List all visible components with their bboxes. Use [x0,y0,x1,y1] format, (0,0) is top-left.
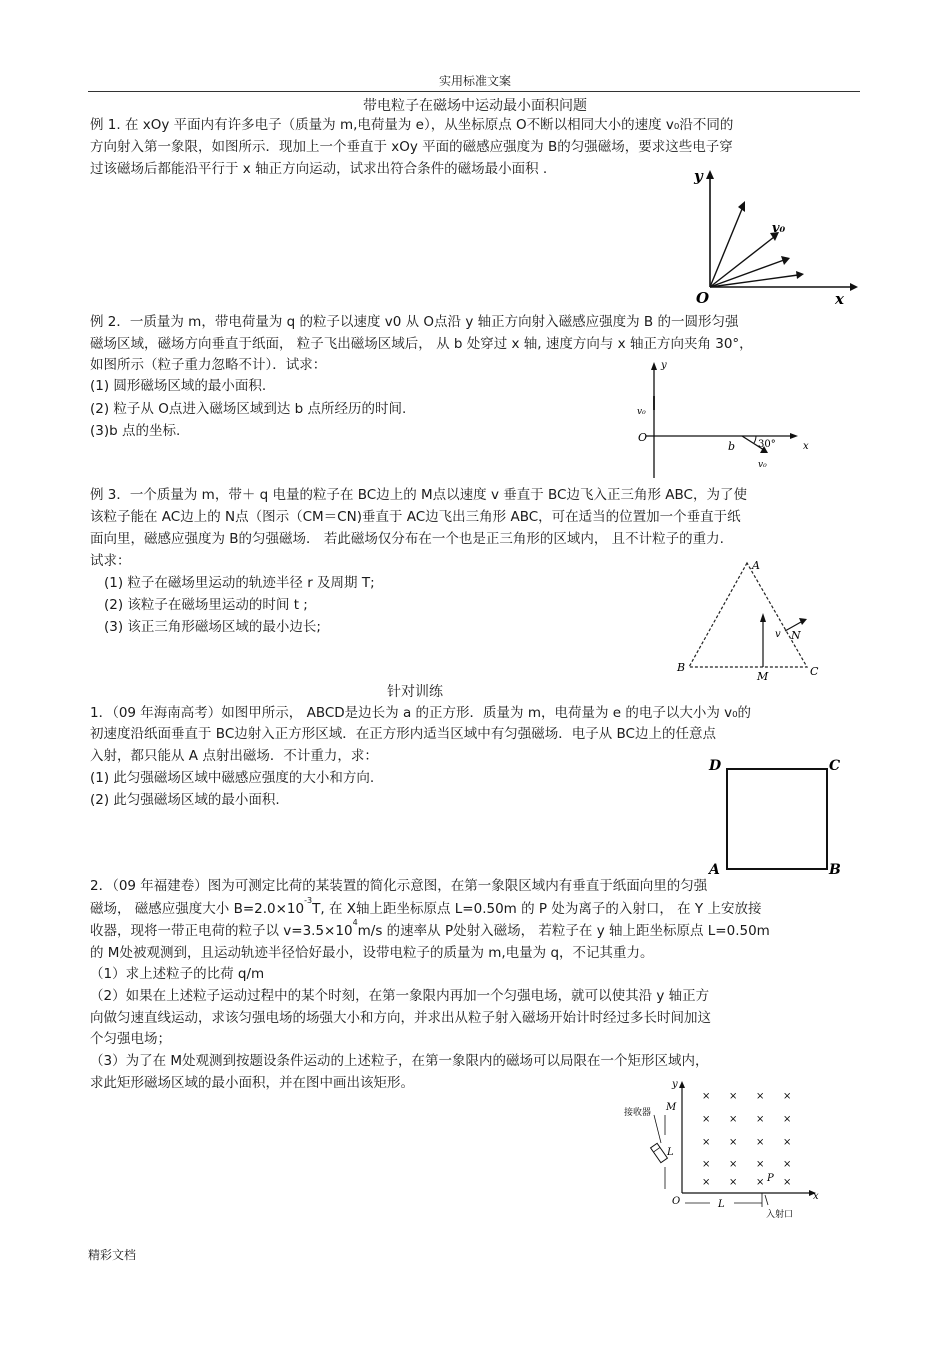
ex3-line-1: 例 3．一个质量为 m，带＋ q 电量的粒子在 BC边上的 M点以速度 v 垂直于 BC边飞入正三角形 ABC，为了使 [90,487,747,503]
p2-line-5: （1）求上述粒子的比荷 q/m [90,966,265,982]
ex3-b-label: B [677,661,686,674]
p1-line-1: 1．（09 年海南高考）如图甲所示， ABCD是边长为 a 的正方形．质量为 m，电荷量为 e 的电子以大小为 v₀的 [90,705,752,721]
p2-origin-label: O [672,1196,681,1207]
p2-field-cross: × [756,1114,765,1125]
ex3-line-3: 面向里，磁感应强度为 B的匀强磁场． 若此磁场仅分布在一个也是正三角形的区域内， 且不计粒子的重力. [90,531,724,547]
p2-l-y-label: L [667,1147,674,1158]
ex3-triangle [689,563,807,667]
p2-field-cross: × [702,1177,711,1188]
ex1-origin-label: O [696,289,710,307]
ex2-y-arrow [651,362,657,370]
ex2-b-label: b [728,440,736,453]
p2-line-6: （2）如果在上述粒子运动过程中的某个时刻，在第一象限内再加一个匀强电场，就可以使其沿 y 轴正方 [90,988,710,1004]
p2-line-2 [90,896,762,919]
ex1-v0-label: v₀ [772,221,786,236]
ex3-a-label: A [752,559,760,572]
p2-field-cross: × [702,1159,711,1170]
ex1-x-label: x [835,290,844,308]
p2-line-7: 向做匀速直线运动，求该匀强电场的场强大小和方向，并求出从粒子射入磁场开始计时经过多长时间加这 [90,1010,711,1026]
ex2-v0-axis-label: v₀ [637,407,646,417]
p1-line-4: (1) 此匀强磁场区域中磁感应强度的大小和方向. [90,770,375,786]
p1-d-label: D [709,758,722,774]
ex1-line-2: 方向射入第一象限，如图所示．现加上一个垂直于 xOy 平面的磁感应强度为 B的匀强磁场，要求这些电子穿 [90,139,733,155]
p2-field-cross: × [729,1177,738,1188]
ex1-figure [690,165,860,310]
p2-figure [610,1075,825,1225]
p2-field-cross: × [702,1091,711,1102]
p2-m-label: M [666,1102,677,1113]
p2-receiver [651,1143,668,1162]
ex3-c-label: C [810,665,819,678]
p2-field-cross: × [783,1114,792,1125]
p2-field-cross: × [756,1091,765,1102]
p2-receiver-body [651,1143,668,1162]
p1-line-5: (2) 此匀强磁场区域的最小面积. [90,792,280,808]
p2-field-cross: × [729,1114,738,1125]
ex3-line-7: (3) 该正三角形磁场区域的最小边长; [104,619,321,635]
p2-field-cross: × [756,1159,765,1170]
p2-field-cross: × [729,1137,738,1148]
p2-line-3-a: 收器，现将一带正电荷的粒子以 v=3.5×10 [90,923,353,939]
ex2-line-6: (3)b 点的坐标. [90,423,181,439]
ex1-line-1: 例 1. 在 xOy 平面内有许多电子（质量为 m,电荷量为 e），从坐标原点 O不断以相同大小的速度 v₀沿不同的 [90,117,734,133]
ex2-line-2: 磁场区域，磁场方向垂直于纸面， 粒子飞出磁场区域后， 从 b 处穿过 x 轴, 速度方向与 x 轴正方向夹角 30°， [90,336,753,352]
p2-field-cross: × [783,1159,792,1170]
p2-field-cross: × [729,1091,738,1102]
page-footer: 精彩文档 [88,1248,137,1262]
ex1-vector-3 [710,260,784,287]
ex1-vector-4-head [796,271,804,279]
ex1-y-arrow [706,170,714,179]
ex2-angle-label: 30° [758,439,776,450]
page-header: 实用标准文案 [438,74,511,88]
ex2-figure [632,358,817,483]
ex2-line-3: 如图所示（粒子重力忽略不计）．试求： [90,357,327,373]
ex3-figure [675,555,825,685]
ex3-line-5: (1) 粒子在磁场里运动的轨迹半径 r 及周期 T; [104,575,375,591]
p1-c-label: C [829,758,841,774]
p2-field-crosses [702,1091,791,1188]
ex2-x-arrow [790,433,798,439]
p2-field-cross: × [729,1159,738,1170]
p1-figure [705,755,850,880]
p1-line-3: 入射，都只能从 A 点射出磁场．不计重力，求： [90,748,378,764]
p2-line-1: 2．（09 年福建卷）图为可测定比荷的某装置的简化示意图，在第一象限区域内有垂直于纸面向里的匀强 [90,878,708,894]
p2-line-3-exp: 4 [352,918,358,927]
p2-line-4: 的 M处被观测到，且运动轨迹半径恰好最小，设带电粒子的质量为 m,电量为 q，不记其重力。 [90,945,654,961]
section-title: 针对训练 [387,684,443,700]
p2-field-cross: × [783,1177,792,1188]
ex2-x-label: x [803,441,809,452]
p2-y-label: y [672,1079,678,1090]
ex2-origin-label: O [638,431,648,444]
ex3-n-label: N [791,629,801,642]
p2-line-8: 个匀强电场； [90,1031,171,1047]
ex3-line-6: (2) 该粒子在磁场里运动的时间 t ; [104,597,308,613]
p2-field-cross: × [756,1137,765,1148]
p2-receiver-leader [654,1115,661,1143]
ex2-v0-out-label: v₀ [758,460,767,470]
ex1-line-3: 过该磁场后都能沿平行于 x 轴正方向运动，试求出符合条件的磁场最小面积 . [90,161,548,177]
p2-entrance-leader [765,1195,768,1205]
p2-receiver-label: 接收器 [624,1108,652,1118]
p2-line-2-a: 磁场， 磁感应强度大小 B=2.0×10 [90,901,305,917]
ex2-line-5: (2) 粒子从 O点进入磁场区域到达 b 点所经历的时间. [90,401,407,417]
p2-field-cross: × [756,1177,765,1188]
p2-line-10: 求此矩形磁场区域的最小面积，并在图中画出该矩形。 [90,1075,414,1091]
ex3-m-label: M [757,670,769,683]
p2-field-cross: × [783,1137,792,1148]
ex2-line-1: 例 2．一质量为 m，带电荷量为 q 的粒子以速度 v0 从 O点沿 y 轴正方向射入磁感应强度为 B 的一圆形匀强 [90,314,739,330]
ex2-y-label: y [661,360,667,371]
p2-entrance-label: 入射口 [766,1210,794,1220]
p2-line-3-b: m/s 的速率从 P处射入磁场， 若粒子在 y 轴上距坐标原点 L=0.50m [357,923,770,939]
p2-y-arrow [679,1081,685,1088]
ex3-line-4: 试求： [90,553,131,569]
p1-square [727,769,827,869]
p2-line-2-b: T, 在 X轴上距坐标原点 L=0.50m 的 P 处为离子的入射口， 在 Y 上安放接 [312,901,762,917]
p2-p-label: P [767,1173,774,1184]
ex3-line-2: 该粒子能在 AC边上的 N点（图示（CM＝CN)垂直于 AC边飞出三角形 ABC，可在适当的位置加一个垂直于纸 [90,509,741,525]
ex3-v-arrow [760,613,766,622]
header-rule [88,91,860,92]
p2-field-cross: × [702,1114,711,1125]
p2-line-3 [90,918,770,941]
p2-line-9: （3）为了在 M处观测到按题设条件运动的上述粒子，在第一象限内的磁场可以局限在一个矩形区域内， [90,1053,709,1069]
ex3-v-label: v [775,629,781,640]
p1-a-label: A [709,862,720,878]
ex2-line-4: (1) 圆形磁场区域的最小面积. [90,378,267,394]
ex1-x-arrow [850,283,858,291]
page-title: 带电粒子在磁场中运动最小面积问题 [363,98,587,114]
p1-line-2: 初速度沿纸面垂直于 BC边射入正方形区域．在正方形内适当区域中有匀强磁场．电子从 BC边上的任意点 [90,726,716,742]
p2-line-2-exp: -3 [304,896,313,905]
p2-field-cross: × [702,1137,711,1148]
p2-l-axis-label: L [718,1199,725,1210]
p2-x-label: x [813,1191,819,1202]
ex2-angle-arc [754,436,756,443]
ex1-y-label: y [694,167,703,185]
ex3-n-arrow [799,618,807,625]
p1-b-label: B [829,862,841,878]
p2-field-cross: × [783,1091,792,1102]
